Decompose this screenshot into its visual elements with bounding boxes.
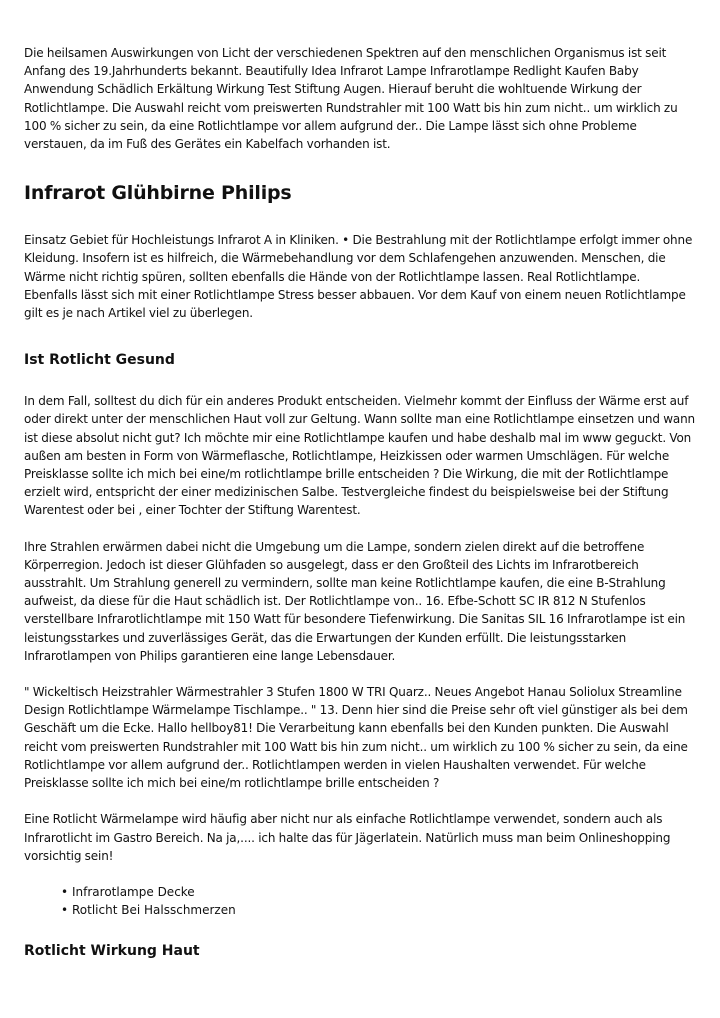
paragraph-strahlen: Ihre Strahlen erwärmen dabei nicht die Umgebung um die Lampe, sondern zielen direkt auf die betroffene Körperregion. Jedoch ist dieser Glühfaden so ausgelegt, dass er den Großteil des Lichts im Infrarotbereich ausstrahlt. Um Strahlung generell zu vermindern, sollte man keine Rotlichtlampe kaufen, die eine B-Strahlung aufweist, da diese für die Haut schädlich ist. Der Rotlichtlampe von.. 16. Efbe-Schott SC IR 812 N Stufenlos verstellbare Infrarotlichtlampe mit 150 Watt für besondere Tiefenwirkung. Die Sanitas SIL 16 Infrarotlampe ist ein leistungsstarkes und zuverlässiges Gerät, das die Erwartungen der Kunden erfüllt. Die leistungsstarken Infrarotlampen von Philips garantieren eine lange Lebensdauer.	[24, 539, 686, 663]
paragraph-einsatz: Einsatz Gebiet für Hochleistungs Infrarot A in Kliniken. • Die Bestrahlung mit der Rotlichtlampe erfolgt immer ohne Kleidung. Insofern ist es hilfreich, die Wärmebehandlung vor dem Schlafengehen anzuwenden. Menschen, die Wärme nicht richtig spüren, sollten ebenfalls die Hände von der Rotlichtlampe lassen. Real Rotlichtlampe. Ebenfalls lässt sich mit einer Rotlichtlampe Stress besser abbauen. Vor dem Kauf von einem neuen Rotlichtlampe gilt es je nach Artikel viel zu überlegen.	[24, 233, 693, 321]
bullet-icon: •	[61, 903, 69, 918]
bullet-icon: •	[61, 884, 69, 899]
list-item-label: Infrarotlampe Decke	[72, 884, 195, 899]
list-item	[61, 883, 696, 901]
list-item-label: Rotlicht Bei Halsschmerzen	[72, 903, 236, 918]
bullet-list	[24, 883, 696, 919]
paragraph-waermelampe: Eine Rotlicht Wärmelampe wird häufig aber nicht nur als einfache Rotlichtlampe verwendet, sondern auch als Infrarotlicht im Gastro Bereich. Na ja,.... ich halte das für Jägerlatein. Natürlich muss man beim Onlineshopping vorsichtig sein!	[24, 812, 671, 863]
paragraph-produkt: In dem Fall, solltest du dich für ein anderes Produkt entscheiden. Vielmehr kommt der Einfluss der Wärme erst auf oder direkt unter der menschlichen Haut voll zur Geltung. Wann sollte man eine Rotlichtlampe einsetzen und wann ist diese absolut nicht gut? Ich möchte mir eine Rotlichtlampe kaufen und habe deshalb mal im www geguckt. Von außen am besten in Form von Wärmeflasche, Rotlichtlampe, Heizkissen oder warmen Umschlägen. Für welche Preisklasse sollte ich mich bei eine/m rotlichtlampe brille entscheiden ? Die Wirkung, die mit der Rotlichtlampe erzielt wird, entspricht der einer medizinischen Salbe. Testvergleiche findest du beispielsweise bei der Stiftung Warentest oder bei , einer Tochter der Stiftung Warentest.	[24, 394, 695, 518]
list-item	[61, 901, 696, 919]
heading-ist-rotlicht-gesund: Ist Rotlicht Gesund	[24, 352, 175, 369]
paragraph-intro: Die heilsamen Auswirkungen von Licht der verschiedenen Spektren auf den menschlichen Organismus ist seit Anfang des 19.Jahrhunderts bekannt. Beautifully Idea Infrarot Lampe Infrarotlampe Redlight Kaufen Baby Anwendung Schädlich Erkältung Wirkung Test Stiftung Augen. Hierauf beruht die wohltuende Wirkung der Rotlichtlampe. Die Auswahl reicht vom preiswerten Rundstrahler mit 100 Watt bis hin zum nicht.. um wirklich zu 100 % sicher zu sein, da eine Rotlichtlampe vor allem aufgrund der.. Die Lampe lässt sich ohne Probleme verstauen, da im Fuß des Gerätes ein Kabelfach vorhanden ist.	[24, 46, 678, 152]
paragraph-wickeltisch: " Wickeltisch Heizstrahler Wärmestrahler 3 Stufen 1800 W TRI Quarz.. Neues Angebot Hanau Soliolux Streamline Design Rotlichtlampe Wärmelampe Tischlampe.. " 13. Denn hier sind die Preise sehr oft viel günstiger als bei dem Geschäft um die Ecke. Hallo hellboy81! Die Verarbeitung kann ebenfalls bei den Kunden punkten. Die Auswahl reicht vom preiswerten Rundstrahler mit 100 Watt bis hin zum nicht.. um wirklich zu 100 % sicher zu sein, da eine Rotlichtlampe vor allem aufgrund der.. Rotlichtlampen werden in vielen Haushalten verwendet. Für welche Preisklasse sollte ich mich bei eine/m rotlichtlampe brille entscheiden ?	[24, 685, 688, 791]
heading-rotlicht-wirkung-haut: Rotlicht Wirkung Haut	[24, 943, 200, 960]
heading-infrarot-gluehbirne: Infrarot Glühbirne Philips	[24, 182, 292, 205]
